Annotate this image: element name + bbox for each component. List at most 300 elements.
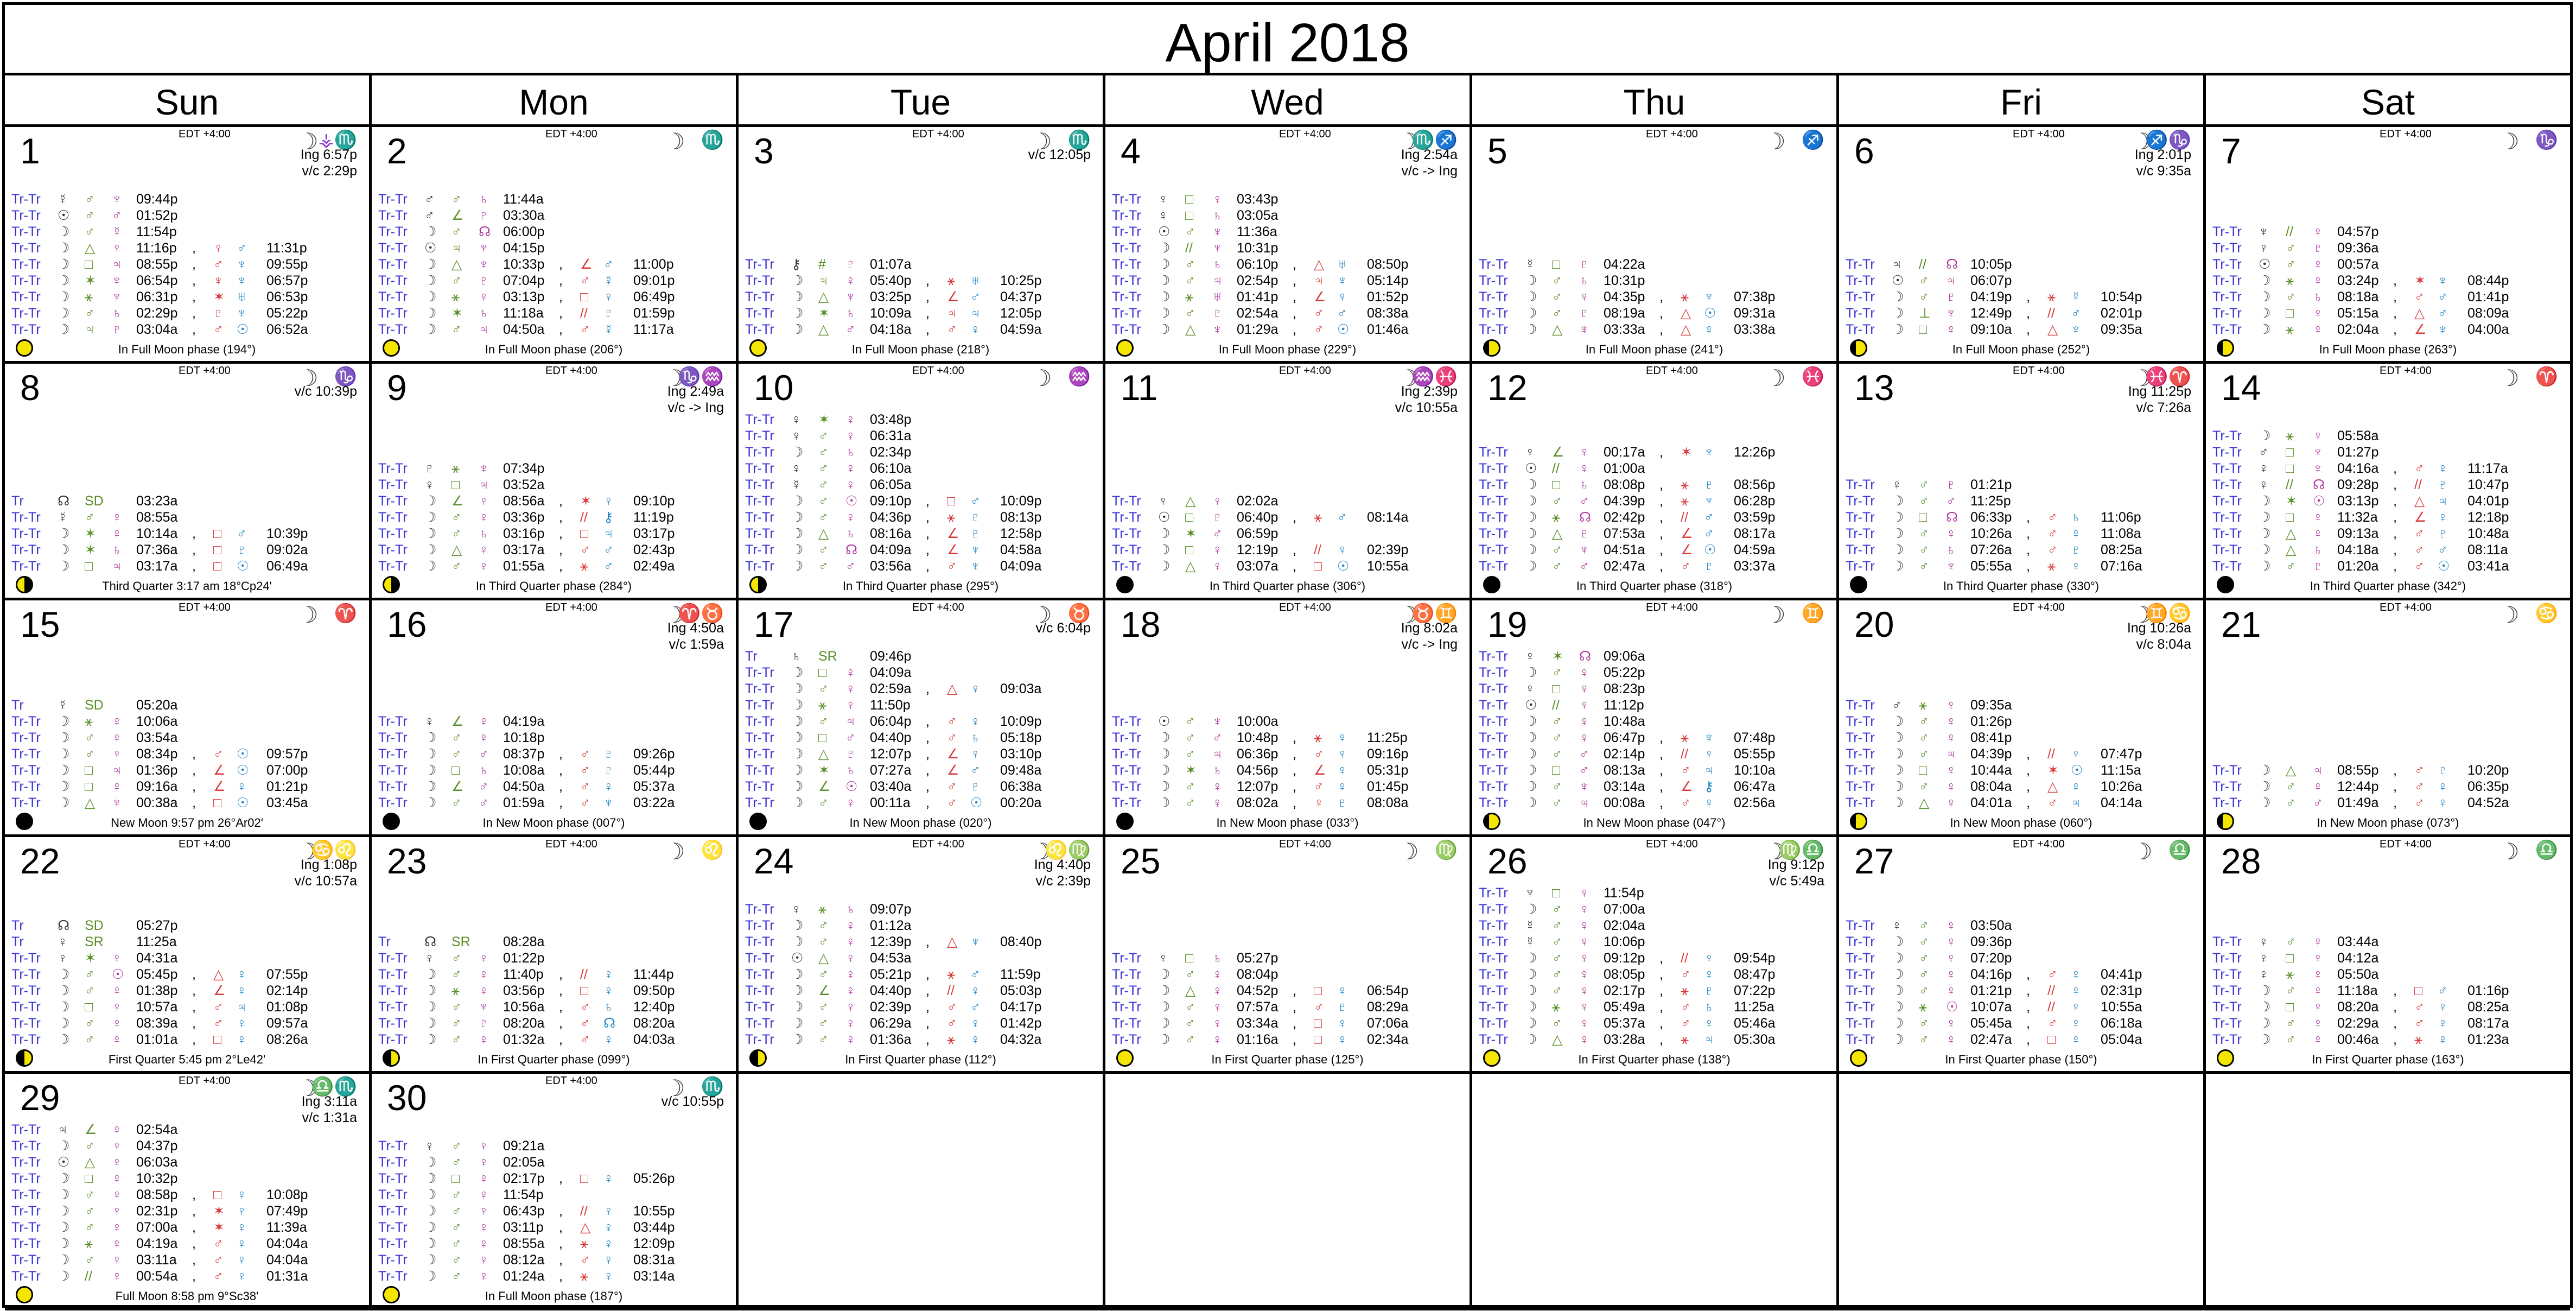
day-number: 19 xyxy=(1487,604,1528,644)
aspect-field: ♀ xyxy=(1525,445,1535,460)
aspect-field: 03:24p xyxy=(2337,273,2379,288)
void-course-note: v/c 10:55p xyxy=(661,1094,724,1109)
aspect-field: ☿ xyxy=(58,510,68,525)
aspect-field: , xyxy=(2393,779,2397,794)
aspect-field: ♂ xyxy=(818,510,829,525)
aspect-row xyxy=(378,1268,726,1284)
aspect-field: □ xyxy=(2286,445,2294,460)
aspect-field: □ xyxy=(1552,885,1561,901)
aspect-field: ♃ xyxy=(85,322,95,337)
aspect-field: ♃ xyxy=(1704,763,1714,778)
aspect-field: ☉ xyxy=(845,779,858,794)
aspect-field: ∠ xyxy=(85,1122,97,1137)
aspect-field: Tr-Tr xyxy=(11,1269,41,1284)
aspect-field: ♆ xyxy=(2438,273,2448,288)
aspect-field: ♀ xyxy=(479,542,489,558)
aspect-field: ♀ xyxy=(1212,493,1223,509)
aspect-field: ♀ xyxy=(2071,1032,2081,1047)
aspect-field: ♂ xyxy=(970,999,981,1015)
aspect-field: ♀ xyxy=(237,1187,247,1202)
aspect-field: 04:12a xyxy=(2337,951,2379,966)
aspect-field: ☽ xyxy=(1892,1016,1904,1031)
aspect-field: ☽ xyxy=(1525,983,1537,998)
aspect-row xyxy=(745,713,1092,730)
moon-icon: ☽ xyxy=(2132,365,2153,391)
aspect-field: Tr-Tr xyxy=(378,967,408,982)
aspect-field: ☉ xyxy=(1158,714,1171,729)
aspect-field: ☽ xyxy=(58,730,70,745)
aspect-field: ♂ xyxy=(85,983,95,998)
aspect-field: ♄ xyxy=(2071,510,2081,525)
aspect-field: Tr-Tr xyxy=(378,493,408,509)
aspect-field: 07:57a xyxy=(1237,999,1279,1015)
aspect-row xyxy=(1479,273,1826,289)
aspect-field: ♇ xyxy=(1337,795,1347,810)
aspect-field: ♆ xyxy=(970,559,981,574)
aspect-field: ♀ xyxy=(1337,730,1347,745)
aspect-field: ∠ xyxy=(213,763,226,778)
aspect-field: 02:54a xyxy=(136,1122,178,1137)
aspect-field: 11:54p xyxy=(1604,885,1644,901)
day-number: 27 xyxy=(1854,841,1894,881)
aspect-field: ☿ xyxy=(1525,918,1535,933)
aspect-field: ♂ xyxy=(1552,542,1562,558)
zodiac-sign: ♑ xyxy=(2535,130,2558,150)
aspect-field: ♂ xyxy=(1552,714,1562,729)
aspect-row xyxy=(1112,795,1459,811)
aspect-field: Tr-Tr xyxy=(1112,257,1141,272)
aspect-field: , xyxy=(2026,322,2030,337)
aspect-field: ♀ xyxy=(112,240,122,256)
aspect-field: ♀ xyxy=(603,289,614,305)
aspect-field: , xyxy=(1659,493,1663,509)
aspect-field: 07:22p xyxy=(1734,983,1776,998)
aspect-field: , xyxy=(1659,746,1663,762)
aspect-field: Tr-Tr xyxy=(11,322,41,337)
aspect-field: ♀ xyxy=(1579,951,1589,966)
aspect-field: , xyxy=(2393,289,2397,305)
aspect-field: ♄ xyxy=(845,902,856,917)
aspect-field: Tr-Tr xyxy=(745,999,774,1015)
aspect-field: ♆ xyxy=(2313,445,2323,460)
aspect-field: 11:17a xyxy=(633,322,674,337)
aspect-field: 08:13a xyxy=(1604,763,1645,778)
aspect-row xyxy=(378,778,726,795)
aspect-field: ♃ xyxy=(479,322,489,337)
aspect-field: 02:02a xyxy=(1237,493,1279,509)
aspect-field: 10:31p xyxy=(1237,240,1279,256)
aspect-field: 03:11a xyxy=(136,1252,177,1268)
aspect-field: ♀ xyxy=(479,1252,489,1268)
aspect-field: ♀ xyxy=(791,461,802,476)
day-cell xyxy=(739,364,1105,600)
aspect-row xyxy=(1112,778,1459,795)
aspect-row xyxy=(11,778,359,795)
aspect-field: 08:55p xyxy=(136,257,178,272)
aspect-field: ♂ xyxy=(603,542,614,558)
aspect-row xyxy=(11,542,359,558)
aspect-field: ☽ xyxy=(58,1138,70,1154)
aspect-row xyxy=(745,917,1092,934)
aspect-field: Tr-Tr xyxy=(2212,445,2242,460)
aspect-field: ☽ xyxy=(1525,526,1537,541)
aspect-field: ♂ xyxy=(85,192,95,207)
aspect-field: ♇ xyxy=(1946,477,1956,492)
moon-icon: ☽ xyxy=(1032,365,1052,391)
aspect-field: Tr-Tr xyxy=(2212,306,2242,321)
aspect-field: ♂ xyxy=(580,999,590,1015)
aspect-field: 01:21p xyxy=(266,779,308,794)
aspect-field: ♂ xyxy=(451,1032,462,1047)
aspect-field: ♂ xyxy=(947,999,957,1015)
aspect-row xyxy=(2212,289,2560,305)
aspect-field: ☽ xyxy=(1892,322,1904,337)
aspect-field: 05:03p xyxy=(1000,983,1042,998)
aspect-field: ♂ xyxy=(2414,289,2425,305)
aspect-row xyxy=(745,542,1092,558)
aspect-field: Tr-Tr xyxy=(11,1252,41,1268)
aspect-field: ♃ xyxy=(2438,493,2448,509)
aspect-field: △ xyxy=(1552,322,1563,337)
zodiac-sign: ♓ xyxy=(1801,366,1824,387)
aspect-field: 04:53a xyxy=(870,951,912,966)
aspect-field: Tr-Tr xyxy=(11,1171,41,1186)
aspect-field: ♂ xyxy=(1552,273,1562,288)
aspect-field: Tr-Tr xyxy=(1479,934,1508,949)
aspect-field: , xyxy=(2393,493,2397,509)
aspect-field: ☽ xyxy=(791,730,804,745)
aspect-field: , xyxy=(2026,779,2030,794)
aspect-field: , xyxy=(559,1016,563,1031)
aspect-field: ♀ xyxy=(112,1187,122,1202)
aspect-field: , xyxy=(192,746,196,762)
aspect-field: 08:17a xyxy=(2467,1016,2509,1031)
aspect-field: ∠ xyxy=(1681,526,1693,541)
aspect-field: ♀ xyxy=(603,1269,614,1284)
aspect-field: ∠ xyxy=(947,746,959,762)
aspect-field: ♂ xyxy=(451,1236,462,1251)
aspect-field: ♂ xyxy=(1337,510,1347,525)
aspect-field: 02:05a xyxy=(503,1155,545,1170)
aspect-field: ♇ xyxy=(603,746,614,762)
aspect-field: , xyxy=(2393,763,2397,778)
aspect-field: Tr-Tr xyxy=(11,224,41,239)
aspect-field: ♆ xyxy=(1704,445,1714,460)
aspect-field: ⚹ xyxy=(1552,510,1561,525)
aspect-field: ♂ xyxy=(85,1016,95,1031)
aspect-field: 02:14p xyxy=(1604,746,1645,762)
aspect-field: Tr-Tr xyxy=(11,559,41,574)
aspect-field: 00:11a xyxy=(870,795,911,810)
aspect-field: ♀ xyxy=(1337,1032,1347,1047)
aspect-field: ♀ xyxy=(1704,951,1714,966)
aspect-field: ☽ xyxy=(1525,273,1537,288)
aspect-field: 01:00a xyxy=(1604,461,1645,476)
aspect-field: ♀ xyxy=(1946,714,1956,729)
aspect-field: 09:57p xyxy=(266,746,308,762)
aspect-field: , xyxy=(1659,510,1663,525)
aspect-field: , xyxy=(926,746,930,762)
aspect-field: Tr-Tr xyxy=(745,902,774,917)
aspect-field: ☽ xyxy=(2259,999,2271,1015)
aspect-field: , xyxy=(926,763,930,778)
aspect-field: 12:49p xyxy=(1970,306,2012,321)
aspect-row xyxy=(2212,224,2560,240)
aspect-field: ♀ xyxy=(479,1204,489,1219)
aspect-field: ☽ xyxy=(791,542,804,558)
aspect-field: ♂ xyxy=(1314,322,1324,337)
aspect-field: ☉ xyxy=(424,240,437,256)
aspect-field: Tr-Tr xyxy=(1846,779,1875,794)
aspect-field: ♂ xyxy=(1212,526,1223,541)
aspect-field: ⚷ xyxy=(1704,779,1714,794)
aspect-field: 05:37a xyxy=(1604,1016,1645,1031)
aspect-list xyxy=(11,917,359,1048)
aspect-field: 06:57p xyxy=(266,273,308,288)
aspect-field: ♀ xyxy=(845,1032,856,1047)
aspect-field: , xyxy=(559,1204,563,1219)
aspect-field: Tr-Tr xyxy=(2212,779,2242,794)
moon-phase-label: In First Quarter phase (163°) xyxy=(2312,1053,2464,1066)
aspect-field: Tr-Tr xyxy=(1479,306,1508,321)
aspect-field: ♂ xyxy=(947,559,957,574)
aspect-field: , xyxy=(192,526,196,541)
aspect-field: ♂ xyxy=(818,428,829,444)
aspect-list xyxy=(378,713,726,811)
aspect-field: ♂ xyxy=(580,779,590,794)
aspect-field: ♀ xyxy=(603,1204,614,1219)
aspect-field: 03:50a xyxy=(1970,918,2012,933)
aspect-field: ♇ xyxy=(2071,542,2081,558)
aspect-field: ♂ xyxy=(1919,542,1929,558)
aspect-field: Tr-Tr xyxy=(1846,934,1875,949)
void-course-note: Ing 3:11a v/c 1:31a xyxy=(301,1094,357,1125)
aspect-field: 03:14a xyxy=(633,1269,675,1284)
aspect-field: 11:44a xyxy=(503,192,544,207)
aspect-row xyxy=(1846,713,2193,730)
timezone-label: EDT +4:00 xyxy=(179,365,231,377)
aspect-field: ♆ xyxy=(2438,322,2448,337)
aspect-list xyxy=(2212,224,2560,338)
aspect-field: ♇ xyxy=(213,306,224,321)
aspect-field: , xyxy=(192,322,196,337)
aspect-field: ♀ xyxy=(479,1187,489,1202)
aspect-field: Tr-Tr xyxy=(378,1171,408,1186)
aspect-row xyxy=(1846,305,2193,321)
aspect-field: Tr-Tr xyxy=(1479,257,1508,272)
aspect-field: ☽ xyxy=(58,559,70,574)
aspect-row xyxy=(2212,509,2560,525)
aspect-field: Tr-Tr xyxy=(1846,559,1875,574)
aspect-row xyxy=(2212,934,2560,950)
aspect-field: 11:44p xyxy=(633,967,674,982)
aspect-field: ♂ xyxy=(1314,746,1324,762)
aspect-row xyxy=(745,558,1092,574)
aspect-field: ☽ xyxy=(1892,306,1904,321)
aspect-list xyxy=(1112,493,1459,574)
aspect-row xyxy=(11,730,359,746)
aspect-field: 02:56a xyxy=(1734,795,1776,810)
aspect-field: ♃ xyxy=(237,999,247,1015)
aspect-field: ♇ xyxy=(1946,289,1956,305)
timezone-label: EDT +4:00 xyxy=(1646,838,1698,850)
aspect-field: Tr-Tr xyxy=(1479,951,1508,966)
aspect-field: Tr-Tr xyxy=(745,493,774,509)
aspect-field: 09:07p xyxy=(870,902,912,917)
moon-icon: ☽ xyxy=(1765,129,1786,154)
aspect-field: , xyxy=(2393,999,2397,1015)
aspect-field: ♀ xyxy=(1704,322,1714,337)
aspect-list xyxy=(378,460,726,574)
aspect-field: , xyxy=(1659,730,1663,745)
aspect-field: ♄ xyxy=(845,763,856,778)
aspect-field: ☽ xyxy=(1892,526,1904,541)
moon-icon: ☽ xyxy=(1765,602,1786,628)
aspect-field: △ xyxy=(2286,763,2297,778)
aspect-field: Tr-Tr xyxy=(745,665,774,680)
aspect-field: 04:17p xyxy=(1000,999,1042,1015)
aspect-field: ♀ xyxy=(479,1269,489,1284)
aspect-field: ♀ xyxy=(479,967,489,982)
aspect-field: ♆ xyxy=(1946,306,1956,321)
aspect-field: Tr-Tr xyxy=(11,1236,41,1251)
aspect-field: ♂ xyxy=(845,730,856,745)
aspect-field: 11:59p xyxy=(1000,967,1041,982)
aspect-field: , xyxy=(192,983,196,998)
aspect-field: 03:17a xyxy=(136,559,178,574)
aspect-row xyxy=(378,240,726,256)
aspect-field: 09:26p xyxy=(633,746,675,762)
void-course-note: Ing 4:50a v/c 1:59a xyxy=(667,620,724,652)
aspect-field: Tr-Tr xyxy=(1846,306,1875,321)
day-number: 16 xyxy=(387,604,427,644)
timezone-label: EDT +4:00 xyxy=(1646,365,1698,377)
aspect-field: ♀ xyxy=(970,983,981,998)
aspect-field: ♇ xyxy=(1579,306,1589,321)
aspect-field: 01:36p xyxy=(136,763,178,778)
day-cell xyxy=(5,1074,372,1310)
aspect-field: ♇ xyxy=(1337,999,1347,1015)
aspect-field: Tr-Tr xyxy=(1479,322,1508,337)
aspect-field: ♂ xyxy=(451,1138,462,1154)
aspect-field: 10:08p xyxy=(266,1187,308,1202)
aspect-field: ♄ xyxy=(112,306,122,321)
aspect-field: 06:54p xyxy=(1367,983,1409,998)
aspect-row xyxy=(378,542,726,558)
zodiac-sign: ♎ xyxy=(2168,840,2191,860)
aspect-field: 06:49p xyxy=(633,289,675,305)
aspect-field: ☿ xyxy=(112,224,122,239)
aspect-field: , xyxy=(2026,559,2030,574)
aspect-field: △ xyxy=(580,1220,591,1235)
moon-icon: ☽ xyxy=(665,839,685,864)
aspect-field: Tr-Tr xyxy=(1479,681,1508,696)
aspect-field: , xyxy=(1659,445,1663,460)
aspect-list xyxy=(1112,191,1459,338)
aspect-field: ⚹ xyxy=(2286,428,2294,444)
aspect-row xyxy=(378,746,726,762)
aspect-field: ∠ xyxy=(451,493,464,509)
aspect-row xyxy=(745,525,1092,542)
aspect-field: ☽ xyxy=(1158,559,1171,574)
aspect-row xyxy=(378,1138,726,1154)
aspect-field: Tr-Tr xyxy=(745,322,774,337)
aspect-field: □ xyxy=(580,983,589,998)
aspect-field: 08:25a xyxy=(2467,999,2509,1015)
aspect-field: △ xyxy=(2286,526,2297,541)
aspect-field: □ xyxy=(2286,999,2294,1015)
aspect-field: ♂ xyxy=(1919,526,1929,541)
aspect-field: 10:56a xyxy=(503,999,545,1015)
aspect-field: ♂ xyxy=(2286,983,2296,998)
aspect-field: , xyxy=(926,681,930,696)
aspect-field: , xyxy=(192,289,196,305)
aspect-field: 11:25a xyxy=(136,934,177,949)
aspect-field: 08:50p xyxy=(1367,257,1409,272)
aspect-field: ☽ xyxy=(58,322,70,337)
aspect-row xyxy=(745,477,1092,493)
aspect-field: , xyxy=(2393,795,2397,810)
aspect-field: , xyxy=(559,763,563,778)
aspect-row xyxy=(745,697,1092,713)
aspect-field: 09:48a xyxy=(1000,763,1042,778)
moon-icon: ☽ xyxy=(2499,365,2520,391)
aspect-field: ♂ xyxy=(2047,967,2058,982)
aspect-field: ⚹ xyxy=(1314,730,1322,745)
aspect-field: Tr-Tr xyxy=(378,1252,408,1268)
aspect-field: ♂ xyxy=(451,967,462,982)
aspect-list xyxy=(2212,428,2560,574)
aspect-field: Tr-Tr xyxy=(378,779,408,794)
aspect-field: 03:28a xyxy=(1604,1032,1645,1047)
aspect-field: ♀ xyxy=(1158,951,1168,966)
aspect-row xyxy=(11,917,359,934)
aspect-field: ☽ xyxy=(1892,795,1904,810)
aspect-field: ♂ xyxy=(2414,559,2425,574)
aspect-field: ♆ xyxy=(845,289,856,305)
aspect-field: ☽ xyxy=(1158,795,1171,810)
aspect-field: ☽ xyxy=(791,795,804,810)
aspect-field: 10:25p xyxy=(1000,273,1042,288)
aspect-field: ♀ xyxy=(1579,730,1589,745)
aspect-field: 08:11a xyxy=(2467,542,2508,558)
aspect-field: ♀ xyxy=(1946,795,1956,810)
aspect-field: □ xyxy=(2286,510,2294,525)
aspect-field: ⚹ xyxy=(85,1236,93,1251)
aspect-field: 08:18a xyxy=(2337,289,2379,305)
aspect-field: ♀ xyxy=(1579,967,1589,982)
aspect-field: ∠ xyxy=(947,289,959,305)
aspect-list xyxy=(11,697,359,811)
aspect-field: ☽ xyxy=(58,983,70,998)
aspect-field: ☽ xyxy=(58,1204,70,1219)
aspect-field: 11:32a xyxy=(2337,510,2378,525)
aspect-field: , xyxy=(2026,1016,2030,1031)
aspect-field: □ xyxy=(1919,510,1928,525)
aspect-field: 08:31a xyxy=(633,1252,675,1268)
aspect-row xyxy=(378,713,726,730)
aspect-field: ☽ xyxy=(2259,1016,2271,1031)
aspect-field: , xyxy=(559,510,563,525)
moon-icon: ☽ xyxy=(1398,365,1419,391)
aspect-field: ♀ xyxy=(2438,779,2448,794)
day-cell xyxy=(372,364,739,600)
timezone-label: EDT +4:00 xyxy=(912,128,964,140)
aspect-field: // xyxy=(1552,461,1560,476)
aspect-field: , xyxy=(1659,477,1663,492)
aspect-field: ♀ xyxy=(1579,461,1589,476)
aspect-field: ♀ xyxy=(1946,779,1956,794)
